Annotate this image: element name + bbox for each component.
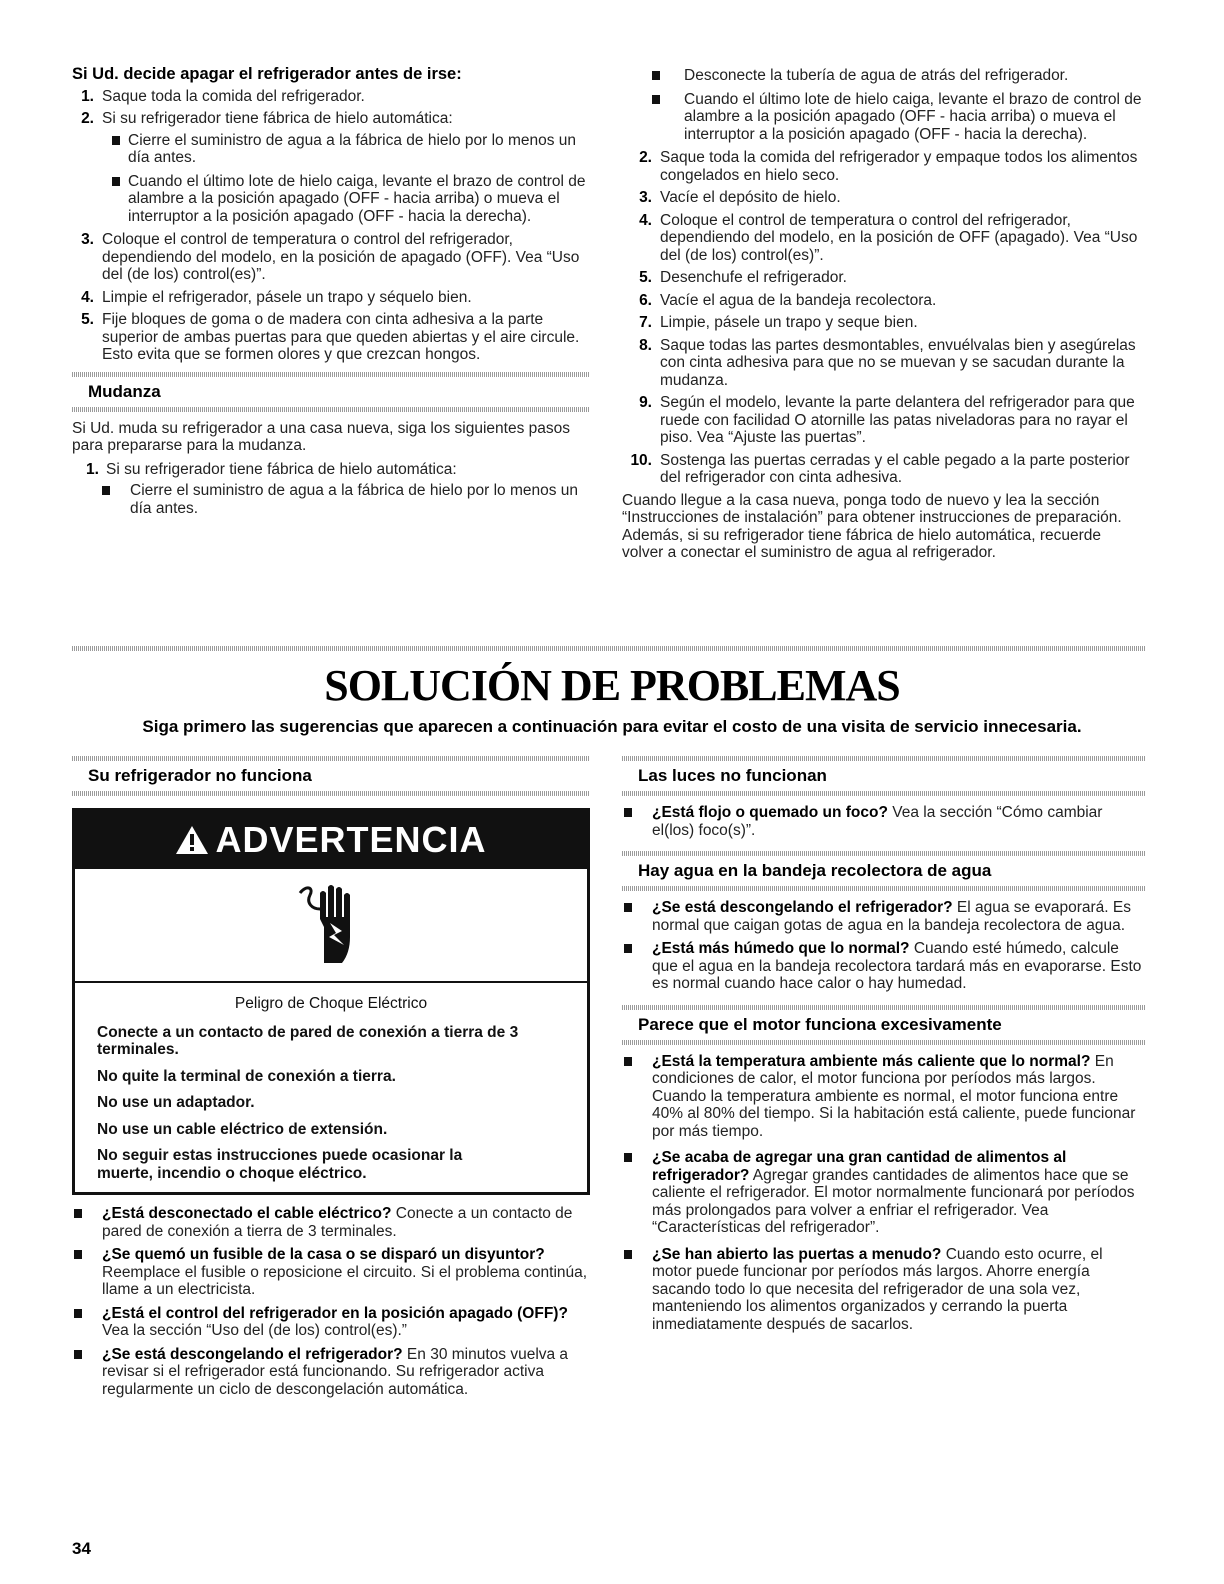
- list-item: ¿Está el control del refrigerador en la posición apagado (OFF)? Vea la sección “Uso del (de los) control(es).”: [72, 1305, 590, 1340]
- not-working-section: [72, 756, 590, 1404]
- ice-maker-substeps: [98, 132, 590, 226]
- bullet-icon: [624, 1250, 632, 1259]
- bullet-icon: [74, 1350, 82, 1359]
- page-title: SOLUCIÓN DE PROBLEMAS: [324, 661, 900, 710]
- list-item: ¿Está desconectado el cable eléctrico? Conecte a un contacto de pared de conexión a tierra de 3 terminales.: [72, 1205, 590, 1240]
- list-item: 2. Si su refrigerador tiene fábrica de hielo automática: Cierre el suministro de agua a la fábrica de hielo por lo menos un día antes. Cuando el último lote de hielo caiga, levante el brazo de control de alambre a la posición apagado (OFF - hacia arriba) o mueva el interruptor a la posición apagado (OFF - hacia la derecha).: [72, 110, 590, 225]
- bullet-icon: [624, 903, 632, 912]
- list-item: 4. Coloque el control de temperatura o control del refrigerador, dependiendo del modelo, en la posición de OFF (apagado). Vea “Uso del (de los) control(es)”.: [639, 211, 1138, 264]
- list-item: ¿Se está descongelando el refrigerador? El agua se evaporará. Es normal que caigan gotas de agua en la bandeja recolectora de agua.: [622, 899, 1146, 934]
- list-item: 3. Vacíe el depósito de hielo.: [639, 189, 841, 206]
- list-item: Cuando el último lote de hielo caiga, levante el brazo de control de alambre a la posición apagado (OFF - hacia arriba) o mueva el interruptor a la posición apagado (OFF - hacia la derecha).: [622, 91, 1146, 144]
- page-subtitle: Siga primero las sugerencias que aparecen a continuación para evitar el costo de una visita de servicio innecesaria.: [142, 717, 1082, 736]
- bullet-icon: [112, 177, 120, 186]
- page-number: 34: [72, 1539, 91, 1558]
- list-item: ¿Se quemó un fusible de la casa o se disparó un disyuntor? Reemplace el fusible o reposicione el circuito. Si el problema continúa, llame a un electricista.: [72, 1246, 590, 1299]
- lights-list: [622, 804, 1146, 839]
- list-item: Desconecte la tubería de agua de atrás del refrigerador.: [622, 67, 1146, 85]
- list-item: 1. Saque toda la comida del refrigerador.: [81, 87, 365, 105]
- bullet-icon: [102, 486, 110, 495]
- list-item: Cierre el suministro de agua a la fábrica de hielo por lo menos un día antes.: [86, 482, 590, 517]
- list-item: ¿Está la temperatura ambiente más caliente que lo normal? En condiciones de calor, el motor funciona por períodos más largos. Cuando la temperatura ambiente es normal, el motor funciona entre 40% al 80% del tiempo. Si la habitación está caliente, puede funcionar por más tiempo.: [622, 1053, 1146, 1141]
- list-item: ¿Está más húmedo que lo normal? Cuando esté húmedo, calcule que el agua en la bandeja recolectora tardará más en evaporarse. Esto es normal cuando hace calor o hay humedad.: [622, 940, 1146, 993]
- bullet-icon: [624, 1057, 632, 1066]
- list-item: 2. Saque toda la comida del refrigerador y empaque todos los alimentos congelados en hielo seco.: [639, 149, 1138, 184]
- bullet-icon: [112, 136, 120, 145]
- list-item: 5. Desenchufe el refrigerador.: [639, 269, 847, 286]
- warning-box: [72, 808, 590, 1195]
- bullet-icon: [652, 95, 660, 104]
- list-item: 8. Saque todas las partes desmontables, envuélvalas bien y asegúrelas con cinta adhesiva para que no se muevan y se sacudan durante la mudanza.: [639, 336, 1136, 389]
- list-item: 3. Coloque el control de temperatura o control del refrigerador, dependiendo del modelo, en la posición de apagado (OFF). Vea “Uso del (de los) control(es)”.: [81, 231, 580, 283]
- section-heading: Hay agua en la bandeja recolectora de agua: [622, 851, 1146, 891]
- mudanza-intro: Si Ud. muda su refrigerador a una casa nueva, siga los siguientes pasos para prepararse para la mudanza.: [72, 419, 571, 454]
- list-item: 6. Vacíe el agua de la bandeja recolectora.: [639, 291, 937, 309]
- warning-triangle-icon: [175, 825, 209, 855]
- water-pan-list: [622, 899, 1146, 993]
- mudanza-steps-left: [86, 461, 590, 518]
- troubleshooting-right: [622, 756, 1146, 1339]
- list-item: ¿Se acaba de agregar una gran cantidad de alimentos al refrigerador? Agregar grandes cantidades de alimentos hace que se caliente el refrigerador. El motor normalmente funcionará por períodos más prolongados para volver a enfriar el refrigerador. Vea “Características del refrigerador”.: [622, 1149, 1146, 1237]
- list-item: 5. Fije bloques de goma o de madera con cinta adhesiva a la parte superior de ambas puertas para que queden abiertas y el aire circule. Esto evita que se formen olores y que crezcan hongos.: [81, 311, 580, 363]
- list-item: 9. Según el modelo, levante la parte delantera del refrigerador para que ruede con facilidad O atornille las patas niveladoras para no rayar el piso. Vea “Ajuste las puertas”.: [639, 394, 1135, 446]
- mudanza-closing: Cuando llegue a la casa nueva, ponga todo de nuevo y lea la sección “Instrucciones de instalación” para obtener instrucciones de preparación. Además, si su refrigerador tiene fábrica de hielo automática, recuerde volver a conectar el suministro de agua al refrigerador.: [622, 491, 1122, 561]
- list-item: 1. Si su refrigerador tiene fábrica de hielo automática: Cierre el suministro de agua a la fábrica de hielo por lo menos un día antes.: [86, 461, 590, 518]
- warning-banner: ADVERTENCIA: [75, 811, 587, 869]
- mudanza-steps: [622, 149, 1146, 487]
- bullet-icon: [74, 1209, 82, 1218]
- bullet-icon: [652, 71, 660, 80]
- bullet-icon: [624, 1153, 632, 1162]
- bullet-icon: [624, 808, 632, 817]
- list-item: ¿Está flojo o quemado un foco? Vea la sección “Cómo cambiar el(los) foco(s)”.: [622, 804, 1146, 839]
- warning-text: Peligro de Choque Eléctrico Conecte a un contacto de pared de conexión a tierra de 3 terminales. No quite la terminal de conexión a tierra. No use un adaptador. No use un cable eléctrico de extensión. No seguir estas instrucciones puede ocasionar la muerte, incendio o choque eléctrico.: [97, 995, 519, 1182]
- mudanza-bullets-right: [622, 67, 1146, 143]
- list-item: 7. Limpie, pásele un trapo y seque bien.: [639, 314, 918, 331]
- bullet-icon: [624, 944, 632, 953]
- section-heading: Parece que el motor funciona excesivamente: [622, 1005, 1146, 1045]
- mudanza-continued: [622, 67, 1146, 562]
- bullet-icon: [74, 1250, 82, 1259]
- moving-out-lead: Si Ud. decide apagar el refrigerador antes de irse:: [72, 65, 462, 83]
- list-item: 10. Sostenga las puertas cerradas y el cable pegado a la parte posterior del refrigerador con cinta adhesiva.: [630, 451, 1130, 486]
- electric-shock-icon: [75, 869, 587, 983]
- moving-out-section: [72, 66, 590, 523]
- list-item: Cuando el último lote de hielo caiga, levante el brazo de control de alambre a la posición apagado (OFF - hacia arriba) o mueva el interruptor a la posición apagado (OFF - hacia la derecha).: [98, 173, 590, 226]
- divider: [72, 646, 1146, 651]
- mudanza-heading: Mudanza: [72, 372, 590, 412]
- section-heading: Las luces no funcionan: [622, 756, 1146, 796]
- list-item: ¿Se han abierto las puertas a menudo? Cuando esto ocurre, el motor puede funcionar por períodos más largos. Ahorre energía sacando todo lo que necesita del refrigerador de una sola vez, manteniendo los alimentos organizados y cerrando la puerta inmediatamente después de sacarlos.: [622, 1246, 1146, 1334]
- list-item: Cierre el suministro de agua a la fábrica de hielo por lo menos un día antes.: [98, 132, 590, 167]
- list-item: 4. Limpie el refrigerador, pásele un trapo y séquelo bien.: [81, 288, 472, 306]
- section-heading: Su refrigerador no funciona: [72, 756, 590, 796]
- motor-list: [622, 1053, 1146, 1334]
- bullet-icon: [74, 1309, 82, 1318]
- divider: [72, 407, 590, 412]
- moving-out-steps: [72, 88, 590, 364]
- not-working-list: [72, 1205, 590, 1398]
- list-item: ¿Se está descongelando el refrigerador? En 30 minutos vuelva a revisar si el refrigerador está funcionando. Su refrigerador activa regularmente un ciclo de descongelación automática.: [72, 1346, 590, 1399]
